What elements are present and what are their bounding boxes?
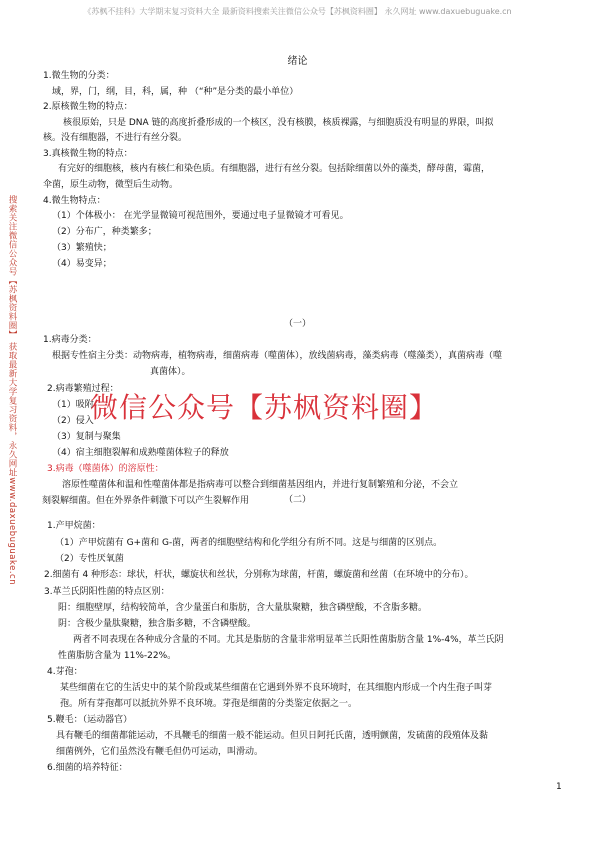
section-1-heading: （一） xyxy=(283,319,311,329)
page-title: 绪论 xyxy=(287,56,308,67)
text-line: （3）繁殖快； xyxy=(52,243,112,253)
text-line: 阳：细胞壁厚，结构较简单，含少量蛋白和脂肪，含大量肽聚糖，独含磷壁酸，不含脂多糖。 xyxy=(58,603,428,613)
text-line: 6.细菌的培养特征： xyxy=(47,763,128,773)
text-line: 溶原性噬菌体和温和性噬菌体都是指病毒可以整合到细菌基因组内，并进行复制繁殖和分泌，不会立 xyxy=(62,480,459,490)
text-line: 两者不同表现在各种成分含量的不同。尤其是脂肪的含量非常明显革兰氏阳性菌脂肪含量 1%-4%，革兰氏阴 xyxy=(73,635,504,645)
text-line: 核很原始，只是 DNA 链的高度折叠形成的一个核区，没有核膜，核质裸露，与细胞质没有明显的界限，叫拟 xyxy=(63,118,494,128)
text-line: 域，界，门，纲，目，科，属，种 （“种”是分类的最小单位） xyxy=(52,87,299,97)
text-line: 核。没有细胞器，不进行有丝分裂。 xyxy=(43,133,188,143)
text-line: 某些细菌在它的生活史中的某个阶段或某些细菌在它遇到外界不良环境时，在其细胞内形成一个内生孢子叫芽 xyxy=(60,683,493,693)
text-line: 孢。所有芽孢都可以抵抗外界不良环境。芽孢是细菌的分类鉴定依据之一。 xyxy=(60,699,358,709)
text-line: 2.病毒繁殖过程： xyxy=(47,384,119,394)
text-line: 4.微生物特点： xyxy=(43,196,106,206)
text-line: 2.原核微生物的特点： xyxy=(43,102,133,112)
text-line: 3.病毒（噬菌体）的溶原性： xyxy=(47,464,164,474)
text-line: 1.微生物的分类： xyxy=(43,71,115,81)
text-line: （1）产甲烷菌有 G+菌和 G-菌，两者的细胞壁结构和化学组分有所不同。这是与细菌的区别点。 xyxy=(55,538,443,548)
text-line: 刻裂解细菌。但在外界条件刺激下可以产生裂解作用 xyxy=(42,496,250,506)
text-line: （2）专性厌氧菌 xyxy=(55,554,124,564)
text-line: 真菌体）。 xyxy=(150,367,191,377)
text-line: 根据专性宿主分类：动物病毒，植物病毒，细菌病毒（噬菌体），放线菌病毒，藻类病毒（噬藻类），真菌病毒（噬 xyxy=(52,351,503,361)
text-line: （3）复制与聚集 xyxy=(52,432,121,442)
text-line: 性菌脂肪含量为 11%-22%。 xyxy=(58,651,177,661)
text-line: （4）宿主细胞裂解和成熟噬菌体粒子的释放 xyxy=(52,448,229,458)
text-line: 具有鞭毛的细菌都能运动，不具鞭毛的细菌一般不能运动。但贝日阿托氏菌，透明颤菌，发硫菌的段殖体及黏 xyxy=(56,731,489,741)
text-line: 伞菌，原生动物，微型后生动物。 xyxy=(43,180,179,190)
text-line: 5.鞭毛：（运动器官） xyxy=(47,715,133,725)
text-line: （1）吸附 xyxy=(52,400,94,410)
page-header: 《苏枫不挂科》大学期末复习资料大全 最新资料搜索关注微信公众号【苏枫资料圈】 永久网址 www.daxuebuguake.cn xyxy=(83,7,512,16)
text-line: （2）分布广，种类繁多； xyxy=(52,227,157,237)
text-line: 3.真核微生物的特点： xyxy=(43,149,133,159)
text-line: 3.革兰氏阴阳性菌的特点区别： xyxy=(44,587,170,597)
page-number: 1 xyxy=(556,782,562,792)
watermark: 微信公众号【苏枫资料圈】 xyxy=(90,391,439,424)
text-line: 2.细菌有 4 种形态：球状，杆状，螺旋状和丝状，分别称为球菌，杆菌，螺旋菌和丝菌（在环境中的分布）。 xyxy=(44,570,474,580)
side-advertisement: 搜索关注微信公众号【苏枫资料圈】 获取最新大学复习资料，永久网址www.daxuebuguake.cn xyxy=(7,195,17,586)
text-line: 阴：含极少量肽聚糖，独含脂多糖，不含磷壁酸。 xyxy=(58,619,257,629)
text-line: 有完好的细胞核，核内有核仁和染色质。有细胞器，进行有丝分裂。包括除细菌以外的藻类，酵母菌，霉菌， xyxy=(58,164,491,174)
text-line: （1）个体极小： 在光学显微镜可视范围外，要通过电子显微镜才可看见。 xyxy=(52,211,349,221)
text-line: 1.病毒分类： xyxy=(43,335,97,345)
text-line: （2）侵入 xyxy=(52,416,94,426)
text-line: （4）易变异； xyxy=(52,259,112,269)
text-line: 细菌例外，它们虽然没有鞭毛但仍可运动，叫滑动。 xyxy=(56,747,264,757)
section-2-heading: （二） xyxy=(283,495,311,505)
text-line: 4.芽孢： xyxy=(47,667,83,677)
text-line: 1.产甲烷菌： xyxy=(47,521,101,531)
